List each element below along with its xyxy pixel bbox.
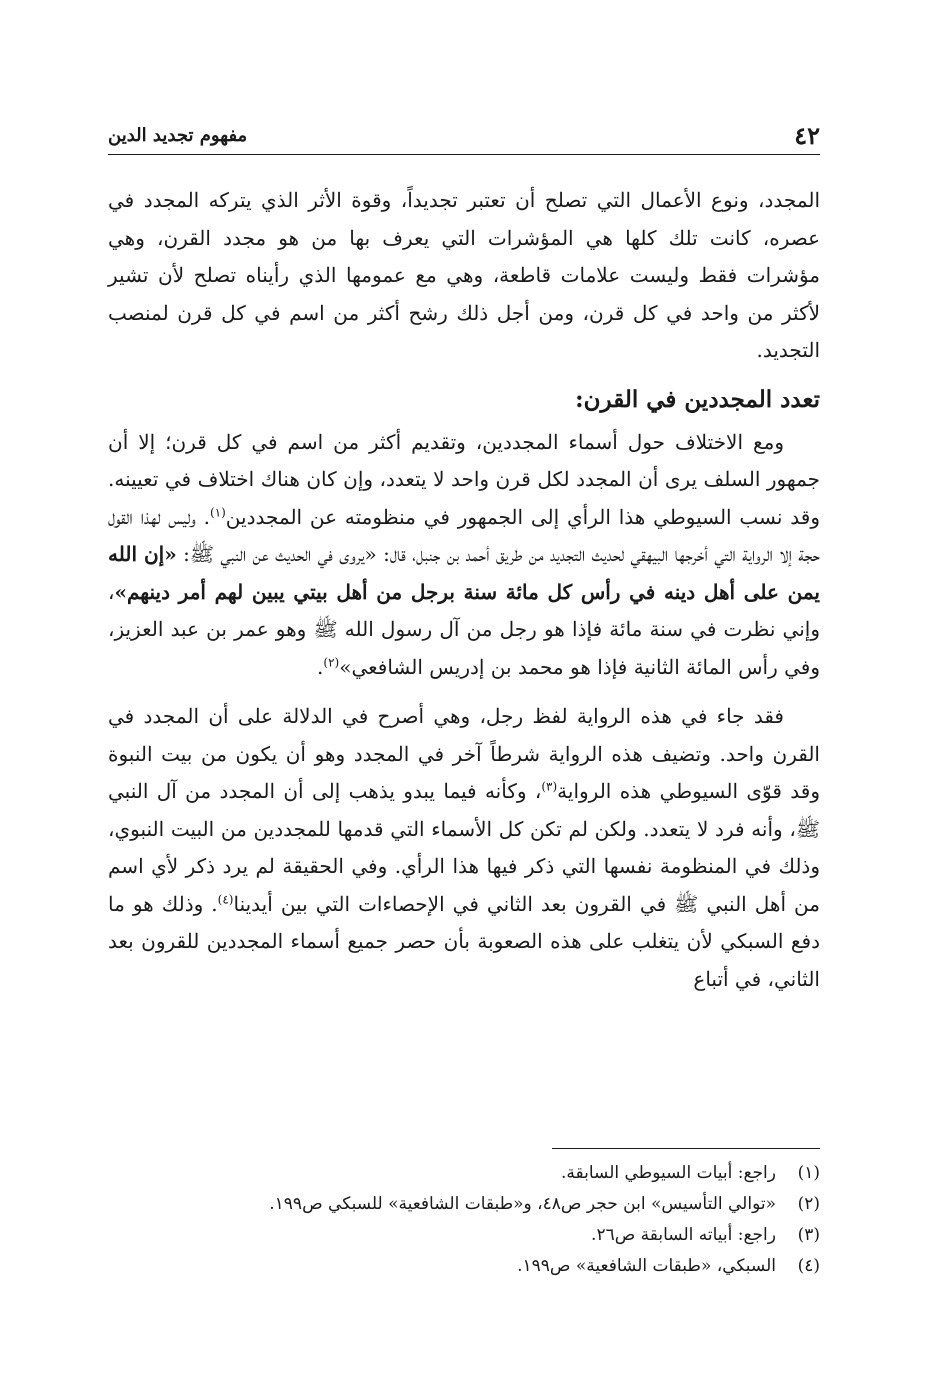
paragraph-2 [108, 424, 820, 687]
footnote-text: السبكي، «طبقات الشافعية» ص١٩٩. [517, 1256, 776, 1276]
paragraph-3-part-b: ، وكأنه فيما يبدو يذهب إلى أن المجدد من آل النبي ﷺ، وأنه فرد لا يتعدد. ولكن لم تكن كل الأسماء التي قدمها للمجددين من البيت النبوي، وذلك في المنظومة نفسها التي ذكر فيها هذا الرأي. وفي الحقيقة لم يرد ذكر لأي اسم من أهل النبي ﷺ في القرون بعد الثاني في الإحصاءات التي بين أيدينا [108, 779, 820, 916]
footnote-item [108, 1158, 820, 1189]
footnote-text: راجع: أبياته السابقة ص٢٦. [591, 1225, 776, 1245]
hadith-quote: «إن الله يمن على أهل دينه في رأس كل مائة سنة برجل من أهل بيتي يبين لهم أمر دينهم» [108, 542, 820, 604]
footnote-item [108, 1220, 820, 1251]
footnote-number: (١) [797, 1163, 820, 1183]
footnote-item [108, 1189, 820, 1220]
paragraph-3 [108, 698, 820, 998]
footnote-ref-3[interactable]: (٣) [541, 779, 558, 794]
footnote-text: «توالي التأسيس» ابن حجر ص٤٨، و«طبقات الشافعية» للسبكي ص١٩٩. [269, 1194, 776, 1214]
footnote-number: (٤) [797, 1256, 820, 1276]
section-heading: تعدد المجددين في القرن: [575, 385, 820, 413]
paragraph-gap [108, 686, 820, 698]
paragraph-2-part-a: ومع الاختلاف حول أسماء المجددين، وتقديم أكثر من اسم في كل قرن؛ إلا أن جمهور السلف يرى أن المجدد لكل قرن واحد لا يتعدد، وإن كان هناك اختلاف في تعيينه. وقد نسب السيوطي هذا الرأي إلى الجمهور في منظومته عن المجددين [108, 429, 820, 529]
footnote-item [108, 1251, 820, 1282]
page-header [108, 118, 820, 155]
main-text [108, 182, 820, 998]
footnotes [108, 1158, 820, 1282]
footnote-ref-2[interactable]: (٢) [323, 654, 340, 669]
paragraph-1: المجدد، ونوع الأعمال التي تصلح أن تعتبر تجديداً، وقوة الأثر الذي يتركه المجدد في عصره، كانت تلك كلها هي المؤشرات التي يعرف بها من هو مجدد القرن، وهي مؤشرات فقط وليست علامات قاطعة، وهي مع عمومها الذي رأيناه تصلح لأن تشير لأكثر من واحد في كل قرن، ومن أجل ذلك رشح أكثر من اسم في كل قرن لمنصب التجديد. [108, 188, 820, 362]
footnote-number: (٢) [797, 1194, 820, 1214]
footnote-text: راجع: أبيات السيوطي السابقة. [561, 1163, 776, 1183]
paragraph-3-part-c: . وذلك هو ما دفع السبكي لأن يتغلب على هذه الصعوبة بأن حصر جميع أسماء المجددين للقرون بعد الثاني، في أتباع [108, 891, 820, 991]
running-title: مفهوم تجديد الدين [108, 125, 248, 146]
paragraph-2-part-b: . وليس لهذا القول حجة إلا الرواية التي أخرجها البيهقي لحديث التجديد من طريق أحمد بن جنبل، قال: «يروى في الحديث عن النبي ﷺ: [108, 504, 821, 566]
footnote-ref-4[interactable]: (٤) [217, 891, 234, 906]
footnote-ref-1[interactable]: (١) [209, 504, 226, 519]
footnote-number: (٣) [797, 1225, 820, 1245]
paragraph-2-part-c: ، وإني نظرت في سنة مائة فإذا هو رجل من آل رسول الله ﷺ وهو عمر بن عبد العزيز، وفي رأس المائة الثانية فإذا هو محمد بن إدريس الشافعي» [108, 579, 820, 679]
paragraph-3-part-a: فقد جاء في هذه الرواية لفظ رجل، وهي أصرح في الدلالة على أن المجدد في القرن واحد. وتضيف هذه الرواية شرطاً آخر في المجدد وهو أن يكون من بيت النبوة وقد قوّى السيوطي هذه الرواية [108, 704, 820, 803]
footnote-divider [552, 1148, 820, 1149]
page-number: ٤٢ [794, 121, 820, 150]
paragraph-2-end: . [317, 654, 324, 679]
